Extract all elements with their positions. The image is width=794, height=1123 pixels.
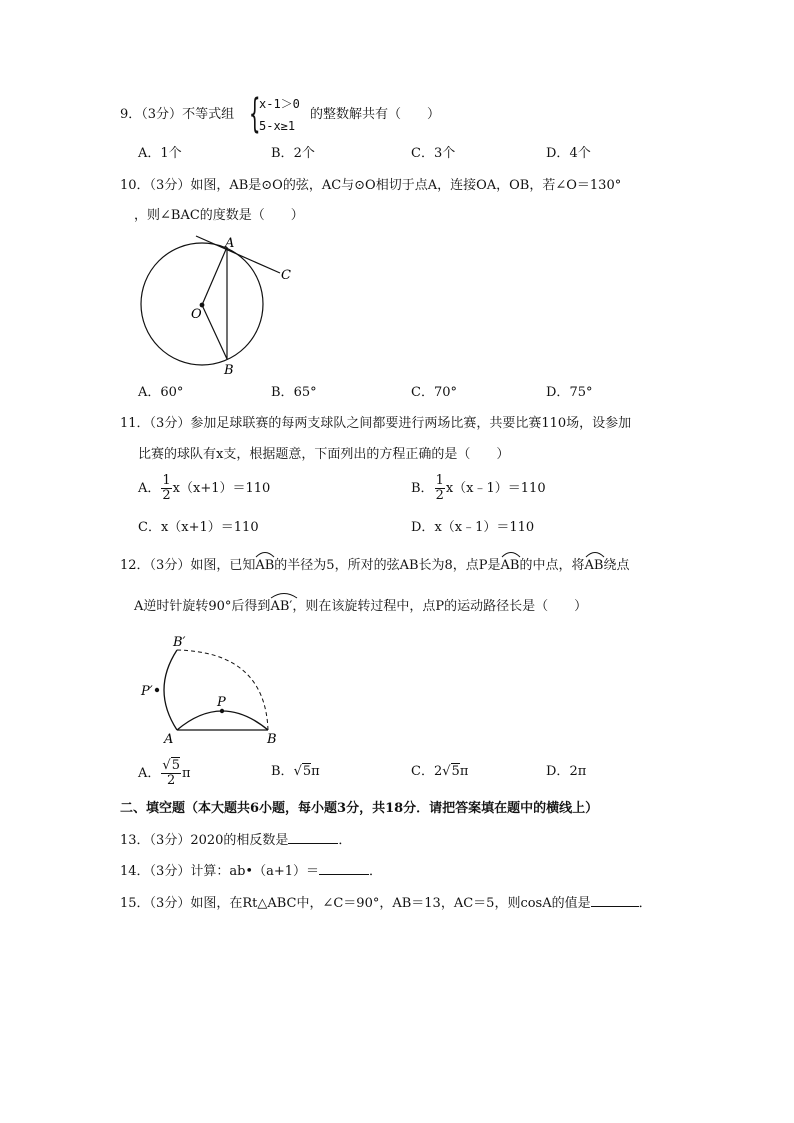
q9-inequality-1: x-1＞0: [259, 97, 300, 111]
q10-label-a: A: [225, 236, 235, 251]
q12-rotation-path: [177, 650, 268, 730]
q11-option-d: D．x（x﹣1）＝110: [411, 520, 535, 535]
q10-label-o: O: [191, 307, 202, 322]
q12-option-a: A． $\frac{√5}{2}$ π: [138, 758, 191, 788]
q15-answer-blank: [591, 894, 639, 907]
q9-text-after: 的整数解共有（ ）: [310, 107, 441, 122]
q9-inequality-2: 5-x≥1: [259, 119, 296, 133]
q10-line-2: ，则∠BAC的度数是（ ）: [134, 208, 304, 223]
q11-number: 11．: [120, 416, 150, 431]
q12-option-c: C．2√5π: [411, 764, 469, 779]
q10-tangent-line: [196, 236, 280, 273]
q11-line-1: [120, 415, 631, 433]
q11-score: （3分）: [149, 416, 191, 431]
q9-option-c: C．3个: [411, 146, 456, 161]
q12-line-2: A逆时针旋转90°后得到 AB′，则在该旋转过程中，点P的运动路径长是（ ）: [134, 598, 587, 616]
q12-number: 12．: [120, 558, 150, 573]
q10-label-b: B: [224, 363, 234, 378]
q12-arc-ab-3: AB: [585, 557, 604, 575]
section-2-title: 二、填空题（本大题共6小题，每小题3分，共18分．请把答案填在题中的横线上）: [120, 801, 599, 816]
q10-radius-ob: [202, 305, 227, 359]
q12-rotation-figure: [135, 630, 285, 748]
q12-label-b-prime: B′: [173, 635, 186, 650]
q9-brace: {: [249, 91, 261, 137]
q11-text-1: 参加足球联赛的每两支球队之间都要进行两场比赛，共要比赛110场，设参加: [190, 416, 632, 431]
q12-option-d: D．2π: [546, 764, 587, 779]
q10-number: 10．: [120, 178, 150, 193]
q9-option-a: A．1个: [138, 146, 182, 161]
q9-option-d: D．4个: [546, 146, 591, 161]
q11-option-a: A． $\frac{1}{2}$ x（x+1）＝110: [138, 473, 271, 503]
q10-line-1: [120, 177, 621, 195]
q10-score: （3分）: [149, 178, 191, 193]
q12-arc-ab-2: AB: [501, 557, 520, 575]
q11-line-2: 比赛的球队有x支，根据题意，下面列出的方程正确的是（ ）: [138, 447, 510, 462]
q10-circle-figure: [130, 232, 310, 382]
q10-option-b: B．65°: [271, 385, 317, 400]
q10-option-c: C．70°: [411, 385, 457, 400]
q12-arc-ab-curve: [177, 711, 268, 730]
q10-option-a: A．60°: [138, 385, 184, 400]
q13: 13．（3分）2020的相反数是 ．: [120, 833, 352, 848]
q15: 15．（3分）如图，在Rt△ABC中，∠C＝90°，AB＝13，AC＝5，则cosA的值是 ．: [120, 896, 652, 911]
q12-label-a: A: [164, 732, 174, 747]
q9-option-b: B．2个: [271, 146, 315, 161]
q12-label-p-prime: P′: [141, 684, 153, 699]
q9-score: （3分）: [141, 107, 183, 122]
q10-radius-oa: [202, 247, 227, 305]
q14: 14．（3分）计算：ab•（a+1）＝ ．: [120, 864, 382, 879]
q12-option-b: B．√5π: [271, 764, 320, 779]
q12-arc-ab-1: AB: [255, 557, 274, 575]
q11-option-b: B． $\frac{1}{2}$ x（x﹣1）＝110: [411, 473, 546, 503]
q12-fraction-a: $\frac{√5}{2}$: [162, 758, 180, 788]
q11-fraction-a: $\frac{1}{2}$: [162, 473, 171, 503]
q10-option-d: D．75°: [546, 385, 593, 400]
q9-text-before: 不等式组: [182, 107, 235, 122]
q9-number: 9．: [120, 107, 142, 122]
q12-line-1: 12．（3分）如图，已知 AB的半径为5，所对的弦AB长为8，点P是 AB的中点，将 AB绕点: [120, 557, 629, 575]
q12-label-b: B: [267, 732, 277, 747]
q10-label-c: C: [281, 268, 291, 283]
q12-label-p: P: [217, 695, 226, 710]
q12-arc-ab-prime-curve: [164, 650, 177, 730]
q14-answer-blank: [319, 862, 369, 875]
q11-fraction-b: $\frac{1}{2}$: [435, 473, 444, 503]
q12-point-p-prime: [155, 688, 159, 692]
q13-answer-blank: [288, 831, 338, 844]
q12-score: （3分）: [149, 558, 191, 573]
q9-stem: [120, 106, 234, 124]
q12-arc-ab-prime: AB′: [270, 598, 292, 616]
q11-option-c: C．x（x+1）＝110: [138, 520, 259, 535]
q10-text-1: 如图，AB是⊙O的弦，AC与⊙O相切于点A，连接OA，OB，若∠O＝130°: [190, 178, 622, 193]
